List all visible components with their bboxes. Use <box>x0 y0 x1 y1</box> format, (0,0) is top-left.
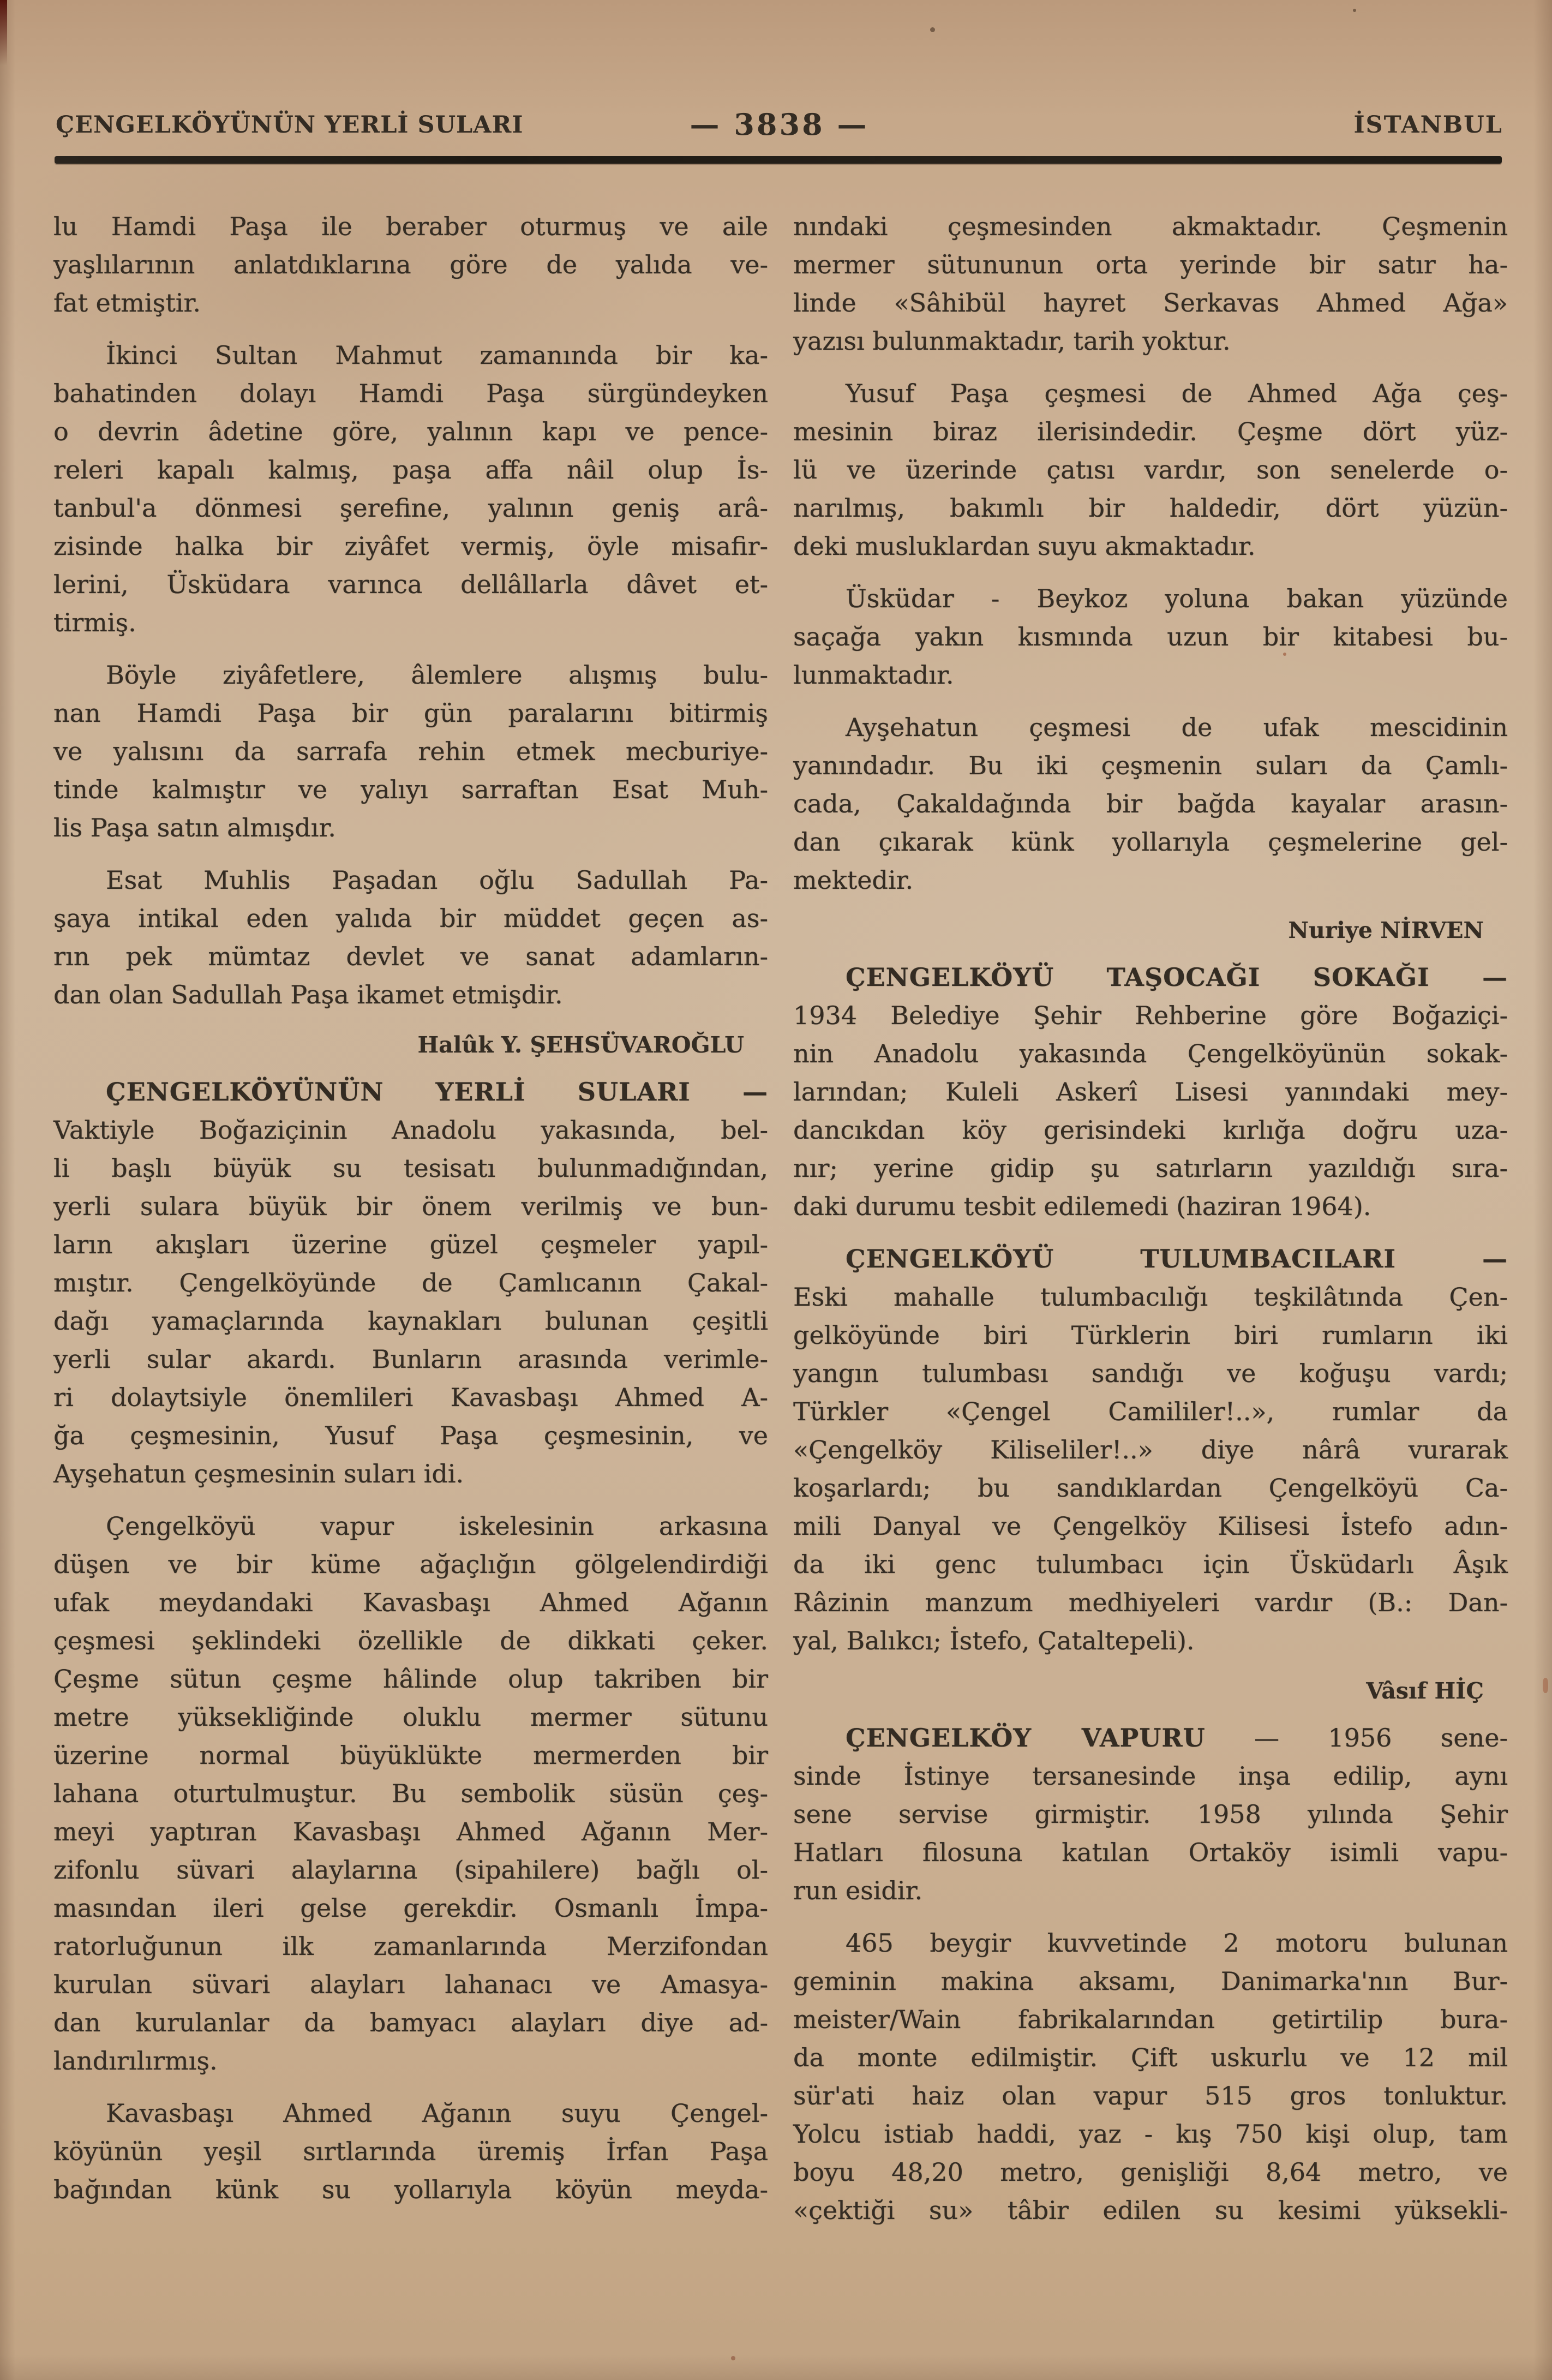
text-line <box>793 656 1508 694</box>
text-span: dan olan Sadullah Paşa ikamet etmişdir. <box>53 980 563 1009</box>
text-line <box>53 1660 768 1698</box>
text-span: Vaktiyle Boğaziçinin Anadolu yakasında, bel- <box>53 1115 768 1145</box>
text-span: lü ve üzerinde çatısı vardır, son senelerde o- <box>793 455 1508 485</box>
text-span: tirmiş. <box>53 608 136 637</box>
text-line <box>53 1073 768 1111</box>
paragraph <box>793 207 1508 360</box>
heading-paragraph <box>793 958 1508 1225</box>
paragraph <box>793 374 1508 565</box>
heading-paragraph <box>793 1719 1508 1910</box>
text-span: larından; Kuleli Askerî Lisesi yanındaki mey- <box>793 1077 1508 1107</box>
text-line <box>53 2094 768 2132</box>
text-span: tinde kalmıştır ve yalıyı sarraftan Esat Muh- <box>53 775 768 804</box>
text-line <box>793 1622 1508 1660</box>
text-line <box>53 1416 768 1455</box>
running-place: İSTANBUL <box>1353 111 1503 139</box>
text-span: ri dolaytsiyle önemlileri Kavasbaşı Ahmed A- <box>53 1383 768 1412</box>
text-span: meyi yaptıran Kavasbaşı Ahmed Ağanın Mer- <box>53 1817 768 1846</box>
text-span: Üsküdar - Beykoz yoluna bakan yüzünde <box>846 584 1508 613</box>
text-line <box>53 527 768 565</box>
text-span: ve yalısını da sarrafa rehin etmek mecburiye- <box>53 737 768 766</box>
text-span: Yolcu istiab haddi, yaz - kış 750 kişi olup, tam <box>793 2119 1508 2149</box>
text-line <box>53 1774 768 1813</box>
text-span: Ayşehatun çeşmesi de ufak mescidinin <box>846 713 1508 742</box>
text-line <box>793 2077 1508 2115</box>
text-line <box>793 1833 1508 1871</box>
text-line <box>793 1392 1508 1431</box>
text-line <box>53 246 768 284</box>
text-line <box>793 708 1508 746</box>
text-line <box>53 374 768 412</box>
text-line <box>53 284 768 322</box>
text-span: yerli sulara büyük bir önem verilmiş ve bun- <box>53 1192 768 1221</box>
text-line <box>793 1354 1508 1392</box>
text-span: masından ileri gelse gerekdir. Osmanlı İmpa- <box>53 1893 768 1923</box>
text-line <box>53 2004 768 2042</box>
text-line <box>53 937 768 976</box>
paragraph <box>53 336 768 642</box>
section-heading: ÇENGELKÖY VAPURU <box>846 1723 1206 1753</box>
text-span: ğa çeşmesinin, Yusuf Paşa çeşmesinin, ve <box>53 1421 768 1450</box>
text-line <box>53 1264 768 1302</box>
text-line <box>53 732 768 770</box>
heading-paragraph <box>793 1240 1508 1660</box>
text-line <box>53 336 768 374</box>
text-span: Böyle ziyâfetlere, âlemlere alışmış bulu- <box>106 660 768 690</box>
scan-artifact <box>1353 9 1356 12</box>
text-line <box>793 1545 1508 1583</box>
text-line <box>53 2170 768 2209</box>
text-line <box>793 1757 1508 1795</box>
text-span: ların akışları üzerine güzel çeşmeler yapıl- <box>53 1230 768 1259</box>
text-line <box>53 770 768 809</box>
text-span: dancıkdan köy gerisindeki kırlığa doğru uza- <box>793 1115 1508 1145</box>
text-span: cada, Çakaldağında bir bağda kayalar arasın- <box>793 789 1508 818</box>
text-line <box>53 1851 768 1889</box>
text-span: mektedir. <box>793 865 914 895</box>
text-span: Eski mahalle tulumbacılığı teşkilâtında Çen- <box>793 1282 1508 1312</box>
text-line <box>53 1507 768 1545</box>
scan-artifact <box>930 27 935 32</box>
text-span: li başlı büyük su tesisatı bulunmadığından, <box>53 1153 768 1183</box>
scan-edge-shadow-bottom <box>0 2355 1552 2380</box>
text-span: mermer sütununun orta yerinde bir satır ha- <box>793 250 1508 279</box>
text-span: o devrin âdetine göre, yalının kapı ve pence- <box>53 417 768 446</box>
paragraph <box>53 1507 768 2080</box>
text-span: 1934 Belediye Şehir Rehberine göre Boğaziçi- <box>793 1001 1508 1030</box>
text-line <box>793 1469 1508 1507</box>
text-span: nan Hamdi Paşa bir gün paralarını bitirmiş <box>53 698 768 728</box>
scan-artifact <box>731 2356 735 2360</box>
text-span: daki durumu tesbit edilemedi (haziran 1964). <box>793 1192 1371 1221</box>
text-line <box>793 1073 1508 1111</box>
text-span: metre yüksekliğinde oluklu mermer sütunu <box>53 1702 768 1732</box>
text-span: ratorluğunun ilk zamanlarında Merzifondan <box>53 1931 768 1961</box>
text-span: Râzinin manzum medhiyeleri vardır (B.: Dan- <box>793 1588 1508 1617</box>
text-span: linde «Sâhibül hayret Serkavas Ahmed Ağa» <box>793 288 1508 318</box>
text-span: boyu 48,20 metro, genişliği 8,64 metro, ve <box>793 2157 1508 2187</box>
text-span: yangın tulumbası sandığı ve koğuşu vardı; <box>793 1359 1508 1388</box>
text-line <box>53 1927 768 1965</box>
text-line <box>53 207 768 246</box>
text-line <box>53 694 768 732</box>
text-span: lis Paşa satın almışdır. <box>53 813 336 842</box>
text-line <box>53 1698 768 1736</box>
text-line <box>53 809 768 847</box>
text-line <box>793 451 1508 489</box>
text-span: dan çıkarak künk yollarıyla çeşmelerine gel- <box>793 827 1508 857</box>
text-line <box>53 451 768 489</box>
text-span: yerli sular akardı. Bunların arasında verimle- <box>53 1344 768 1374</box>
text-span: sür'ati haiz olan vapur 515 gros tonluktur. <box>793 2081 1508 2110</box>
text-line <box>793 246 1508 284</box>
text-line <box>793 2038 1508 2077</box>
text-span: yal, Balıkcı; İstefo, Çataltepeli). <box>793 1626 1195 1655</box>
text-span: düşen ve bir küme ağaçlığın gölgelendirdiği <box>53 1550 768 1579</box>
text-span: mili Danyal ve Çengelköy Kilisesi İstefo adın- <box>793 1511 1508 1541</box>
text-columns <box>53 207 1508 2244</box>
text-line <box>53 1736 768 1774</box>
text-line <box>53 976 768 1014</box>
text-span: Hatları filosuna katılan Ortaköy isimli vapu- <box>793 1838 1508 1867</box>
text-line <box>53 1302 768 1340</box>
text-line <box>53 1111 768 1149</box>
text-span: yazısı bulunmaktadır, tarih yoktur. <box>793 326 1231 356</box>
section-heading: ÇENGELKÖYÜ TULUMBACILARI — <box>846 1244 1508 1273</box>
text-line <box>793 785 1508 823</box>
text-span: gelköyünde biri Türklerin biri rumların iki <box>793 1320 1508 1350</box>
text-span: zifonlu süvari alaylarına (sipahilere) bağlı ol- <box>53 1855 768 1885</box>
text-line <box>793 1583 1508 1622</box>
text-line <box>53 603 768 642</box>
text-span: lu Hamdi Paşa ile beraber oturmuş ve aile <box>53 212 768 241</box>
text-line <box>793 1187 1508 1225</box>
text-span: da monte edilmiştir. Çift uskurlu ve 12 mil <box>793 2043 1508 2072</box>
text-line <box>793 1719 1508 1757</box>
text-span: «çektiği su» tâbir edilen su kesimi yüksekli- <box>793 2196 1508 2225</box>
text-span: yanındadır. Bu iki çeşmenin suları da Çamlı- <box>793 751 1508 780</box>
section-heading: ÇENGELKÖYÜNÜN YERLİ SULARI — <box>106 1077 768 1107</box>
text-span: zisinde halka bir ziyâfet vermiş, öyle misafir- <box>53 531 768 561</box>
text-line <box>793 207 1508 246</box>
text-span: deki musluklardan suyu akmaktadır. <box>793 531 1256 561</box>
text-span: Ayşehatun çeşmesinin suları idi. <box>53 1459 464 1488</box>
text-line <box>793 1795 1508 1833</box>
text-line <box>793 579 1508 618</box>
text-line <box>793 2153 1508 2191</box>
text-line <box>53 1455 768 1493</box>
text-span: Çeşme sütun çeşme hâlinde olup takriben bir <box>53 1664 768 1694</box>
text-line <box>53 1340 768 1378</box>
text-line <box>793 1924 1508 1962</box>
text-span: nır; yerine gidip şu satırların yazıldığı sıra- <box>793 1153 1508 1183</box>
text-line <box>793 527 1508 565</box>
heading-paragraph <box>53 1073 768 1493</box>
text-line <box>793 322 1508 360</box>
text-line <box>53 1187 768 1225</box>
text-line <box>793 996 1508 1034</box>
page-number: — 3838 — <box>690 107 869 142</box>
text-span: da iki genc tulumbacı için Üsküdarlı Âşık <box>793 1550 1508 1579</box>
text-span: rın pek mümtaz devlet ve sanat adamların- <box>53 942 768 971</box>
text-line <box>793 1149 1508 1187</box>
text-line <box>793 1871 1508 1910</box>
text-span: Esat Muhlis Paşadan oğlu Sadullah Pa- <box>106 865 768 895</box>
text-column-left <box>53 207 768 2244</box>
text-span: Türkler «Çengel Camililer!..», rumlar da <box>793 1397 1508 1426</box>
text-span: bahatinden dolayı Hamdi Paşa sürgündeyken <box>53 379 768 408</box>
section-heading: ÇENGELKÖYÜ TAŞOCAĞI SOKAĞI — <box>846 962 1508 992</box>
author-byline: Halûk Y. ŞEHSÜVAROĞLU <box>417 1032 744 1058</box>
text-line <box>793 958 1508 996</box>
text-span: saçağa yakın kısmında uzun bir kitabesi bu- <box>793 622 1508 651</box>
text-span: koşarlardı; bu sandıklardan Çengelköyü Ca- <box>793 1473 1508 1503</box>
text-line <box>793 2191 1508 2229</box>
header-rule <box>55 156 1502 164</box>
text-line <box>53 2042 768 2080</box>
text-line <box>793 746 1508 785</box>
text-line <box>793 861 1508 899</box>
text-line <box>53 861 768 899</box>
text-span: çeşmesi şeklindeki özellikle de dikkati çeker. <box>53 1626 768 1655</box>
text-line <box>793 2115 1508 2153</box>
author-byline: Vâsıf HİÇ <box>1366 1678 1484 1704</box>
text-line <box>53 899 768 937</box>
text-span: dağı yamaçlarında kaynakları bulunan çeşitli <box>53 1306 768 1336</box>
text-line <box>793 284 1508 322</box>
text-line <box>793 1278 1508 1316</box>
text-span: — 1956 sene- <box>1205 1723 1508 1753</box>
text-line <box>53 1622 768 1660</box>
text-span: meister/Wain fabrikalarından getirtilip bura- <box>793 2005 1508 2034</box>
text-line <box>53 489 768 527</box>
text-line <box>793 823 1508 861</box>
text-line <box>53 2132 768 2170</box>
text-span: ufak meydandaki Kavasbaşı Ahmed Ağanın <box>53 1588 768 1617</box>
text-span: sene servise girmiştir. 1958 yılında Şehir <box>793 1799 1508 1829</box>
paragraph <box>53 207 768 322</box>
text-line <box>793 1316 1508 1354</box>
text-line <box>53 1889 768 1927</box>
text-span: nin Anadolu yakasında Çengelköyünün sokak- <box>793 1039 1508 1068</box>
text-line <box>53 1149 768 1187</box>
text-line <box>793 1240 1508 1278</box>
text-line <box>53 412 768 451</box>
text-line <box>793 1962 1508 2000</box>
text-span: dan kurulanlar da bamyacı alayları diye ad- <box>53 2008 768 2037</box>
text-span: lerini, Üsküdara varınca dellâllarla dâvet et- <box>53 570 768 599</box>
text-span: run esidir. <box>793 1876 923 1905</box>
text-span: sinde İstinye tersanesinde inşa edilip, aynı <box>793 1761 1508 1791</box>
running-title: ÇENGELKÖYÜNÜN YERLİ SULARI <box>56 111 524 139</box>
text-line <box>793 412 1508 451</box>
text-span: mesinin biraz ilerisindedir. Çeşme dört yüz- <box>793 417 1508 446</box>
text-span: şaya intikal eden yalıda bir müddet geçen as- <box>53 904 768 933</box>
text-span: «Çengelköy Kiliseliler!..» diye nârâ vurarak <box>793 1435 1508 1464</box>
text-line <box>793 489 1508 527</box>
text-line <box>53 1378 768 1416</box>
text-line <box>53 1583 768 1622</box>
text-span: nındaki çeşmesinden akmaktadır. Çeşmenin <box>793 212 1508 241</box>
text-line <box>53 1225 768 1264</box>
text-span: landırılırmış. <box>53 2046 218 2076</box>
text-span: fat etmiştir. <box>53 288 201 318</box>
text-span: tanbul'a dönmesi şerefine, yalının geniş arâ- <box>53 493 768 523</box>
text-line <box>793 618 1508 656</box>
scan-edge-shadow-left <box>0 0 15 2380</box>
text-line <box>53 1545 768 1583</box>
text-column-right <box>793 207 1508 2244</box>
paragraph <box>53 2094 768 2209</box>
text-span: İkinci Sultan Mahmut zamanında bir ka- <box>106 340 768 370</box>
scan-artifact <box>0 0 7 65</box>
text-span: Kavasbaşı Ahmed Ağanın suyu Çengel- <box>106 2098 768 2128</box>
text-span: köyünün yeşil sırtlarında üremiş İrfan Paşa <box>53 2137 768 2166</box>
text-line <box>793 1431 1508 1469</box>
paragraph <box>793 579 1508 694</box>
text-line <box>793 2000 1508 2038</box>
author-byline: Nuriye NİRVEN <box>1288 917 1484 943</box>
paragraph <box>53 861 768 1014</box>
text-span: narılmış, bakımlı bir haldedir, dört yüzün- <box>793 493 1508 523</box>
text-span: Çengelköyü vapur iskelesinin arkasına <box>106 1511 768 1541</box>
text-span: 465 beygir kuvvetinde 2 motoru bulunan <box>846 1928 1508 1958</box>
text-line <box>53 1813 768 1851</box>
text-span: kurulan süvari alayları lahanacı ve Amasya- <box>53 1970 768 1999</box>
text-line <box>53 565 768 603</box>
text-line <box>53 1965 768 2004</box>
text-span: lahana oturtulmuştur. Bu sembolik süsün çeş- <box>53 1779 768 1808</box>
text-span: Yusuf Paşa çeşmesi de Ahmed Ağa çeş- <box>846 379 1508 408</box>
text-line <box>793 374 1508 412</box>
text-line <box>793 1034 1508 1073</box>
paragraph <box>793 708 1508 899</box>
scan-edge-shadow-right <box>1533 0 1552 2380</box>
text-span: mıştır. Çengelköyünde de Çamlıcanın Çakal- <box>53 1268 768 1297</box>
text-span: üzerine normal büyüklükte mermerden bir <box>53 1741 768 1770</box>
text-span: yaşlılarının anlatdıklarına göre de yalıda ve- <box>53 250 768 279</box>
text-span: geminin makina aksamı, Danimarka'nın Bur- <box>793 1966 1508 1996</box>
paragraph <box>793 1924 1508 2229</box>
text-span: lunmaktadır. <box>793 660 954 690</box>
page-header <box>55 107 1504 145</box>
text-line <box>793 1507 1508 1545</box>
paragraph <box>53 656 768 847</box>
text-span: bağından künk su yollarıyla köyün meyda- <box>53 2175 768 2204</box>
text-line <box>53 656 768 694</box>
text-span: releri kapalı kalmış, paşa affa nâil olup İs- <box>53 455 768 485</box>
scan-artifact <box>1543 1678 1548 1693</box>
text-line <box>793 1111 1508 1149</box>
